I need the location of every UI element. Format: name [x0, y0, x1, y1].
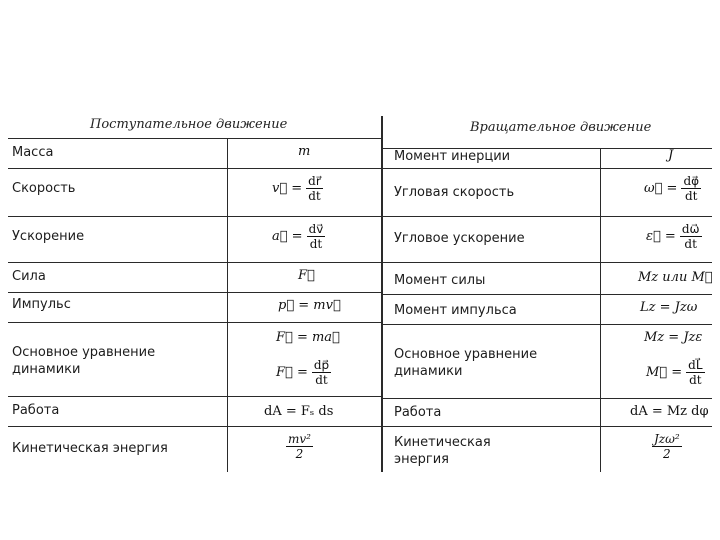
formula-rotational-work: dA = Mz dφ [630, 404, 709, 419]
fraction-numerator: dp⃗ [313, 358, 330, 372]
left-hline [8, 322, 382, 323]
left-hline [8, 292, 382, 293]
formula-velocity [272, 174, 323, 203]
fraction-denominator: dt [684, 237, 697, 251]
formula-lhs: M⃗ = [646, 365, 683, 380]
left-hline [8, 138, 382, 139]
fraction-numerator: Jzω² [654, 432, 680, 446]
formula-mass: m [298, 144, 311, 159]
fraction-denominator: 2 [295, 447, 304, 461]
fraction-denominator: dt [689, 373, 702, 387]
row-label-velocity: Скорость [12, 181, 76, 196]
row-label-dynamics-equation: Основное уравнение динамики [12, 345, 156, 377]
fraction-numerator: dL⃗ [688, 358, 703, 372]
right-hline [382, 168, 712, 169]
row-label-kinetic-energy: Кинетическая энергия [12, 441, 168, 456]
left-hline [8, 396, 382, 397]
formula-newton-second-law: F⃗ = ma⃗ [276, 330, 340, 345]
formula-angular-momentum: Lz = Jzω [640, 300, 698, 315]
formula-dynamics-momentum [276, 358, 331, 387]
fraction-denominator: 2 [663, 447, 671, 461]
fraction [286, 432, 313, 461]
fraction-denominator: dt [309, 237, 323, 251]
formula-work: dA = Fₛ ds [264, 404, 334, 419]
formula-kinetic-energy [286, 432, 313, 461]
right-column-header: Вращательное движение [470, 120, 652, 135]
right-hline [382, 426, 712, 427]
left-hline [8, 216, 382, 217]
fraction-numerator: dv⃗ [308, 222, 324, 236]
row-label-work: Работа [12, 403, 60, 418]
formula-torque: Mz или M⃗ [638, 270, 713, 285]
fraction [312, 358, 331, 387]
row-label-torque: Момент силы [394, 273, 486, 288]
row-label-momentum: Импульс [12, 297, 71, 312]
formula-rotational-kinetic-energy [652, 432, 682, 461]
row-label-angular-velocity: Угловая скорость [394, 185, 515, 200]
left-inner-divider [227, 138, 228, 472]
fraction [686, 358, 704, 387]
row-label-force: Сила [12, 269, 46, 284]
row-label-acceleration: Ускорение [12, 229, 85, 244]
right-hline [382, 398, 712, 399]
fraction-numerator: dφ⃗ [683, 174, 700, 188]
row-label-moment-of-inertia: Момент инерции [394, 149, 511, 164]
fraction-numerator: dr⃗ [308, 174, 321, 188]
fraction-denominator: dt [308, 189, 321, 203]
formula-angular-velocity [644, 174, 701, 203]
formula-angular-acceleration [646, 222, 702, 251]
row-label-rotational-dynamics-equation: Основное уравнение динамики [394, 347, 538, 379]
right-hline [382, 262, 712, 263]
formula-momentum: p⃗ = mv⃗ [278, 298, 341, 313]
fraction [306, 174, 323, 203]
formula-lhs: F⃗ = [276, 365, 308, 380]
formula-rotational-newton-law: Mz = Jzε [644, 330, 703, 345]
left-hline [8, 426, 382, 427]
fraction [680, 222, 702, 251]
fraction-numerator: dω⃗ [681, 222, 700, 236]
fraction [681, 174, 701, 203]
left-hline [8, 168, 382, 169]
right-inner-divider [600, 148, 601, 472]
formula-acceleration [272, 222, 325, 251]
formula-lhs: ε⃗ = [646, 229, 676, 244]
row-label-angular-acceleration: Угловое ускорение [394, 231, 525, 246]
right-hline [382, 294, 712, 295]
fraction-denominator: dt [315, 373, 328, 387]
formula-lhs: ω⃗ = [644, 181, 678, 196]
left-column-header: Поступательное движение [90, 117, 288, 132]
right-hline [382, 216, 712, 217]
left-hline [8, 262, 382, 263]
row-label-rotational-work: Работа [394, 405, 442, 420]
row-label-mass: Масса [12, 145, 54, 160]
row-label-rotational-kinetic-energy: Кинетическая энергия [394, 435, 491, 467]
right-hline [382, 324, 712, 325]
row-label-angular-momentum: Момент импульса [394, 303, 517, 318]
fraction-numerator: mv² [288, 432, 311, 446]
formula-rotational-dynamics-momentum [646, 358, 705, 387]
formula-force: F⃗ [298, 268, 315, 283]
formula-lhs: v⃗ = [272, 181, 303, 196]
formula-moment-of-inertia: J [668, 148, 674, 163]
fraction-denominator: dt [684, 189, 698, 203]
fraction [307, 222, 326, 251]
formula-lhs: a⃗ = [272, 229, 303, 244]
fraction [652, 432, 682, 461]
